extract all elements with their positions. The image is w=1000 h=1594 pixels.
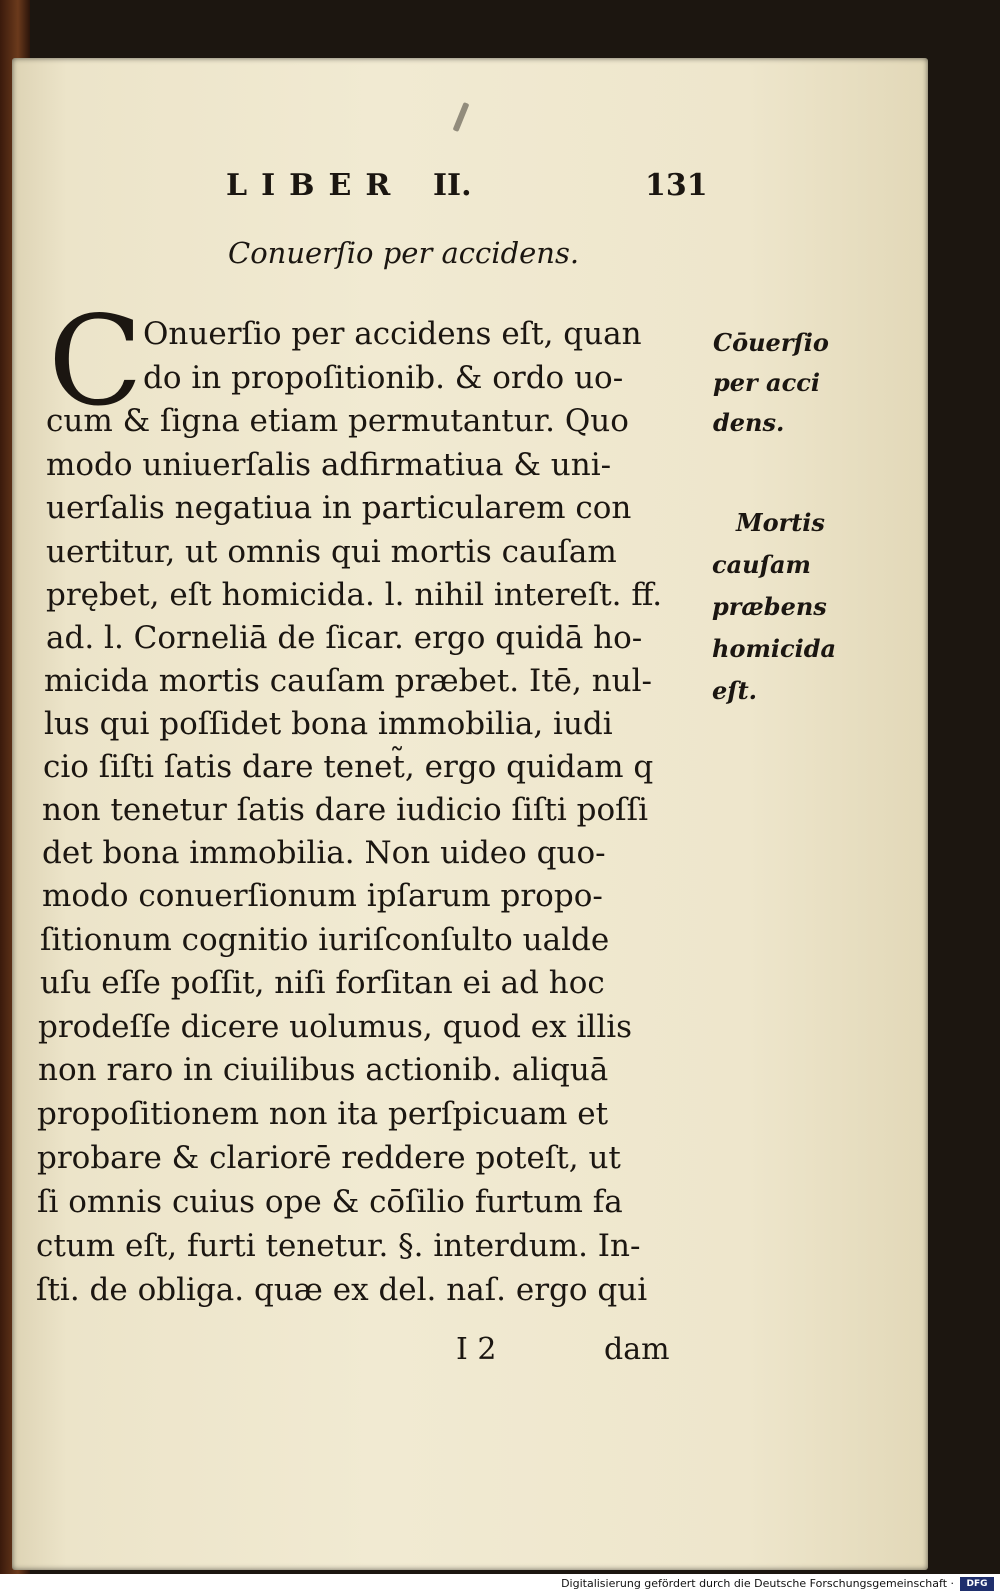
- text-line: prodeſſe dicere uolumus, quod ex illis: [38, 1009, 633, 1045]
- dfg-logo: DFG: [960, 1577, 994, 1591]
- text-line: Onuerſio per accidens eſt, quan: [143, 316, 642, 352]
- text-line: do in propoſitionib. & ordo uo-: [143, 360, 624, 396]
- text-line: uerſalis negatiua in particularem con: [46, 490, 632, 526]
- section-title: Conuerſio per accidens.: [228, 236, 580, 270]
- text-line: non tenetur ſatis dare iudicio ſiſti poſſi: [42, 792, 648, 828]
- marginal-line: eſt.: [712, 676, 758, 705]
- text-line: micida mortis cauſam præbet. Itē, nul-: [44, 663, 653, 699]
- text-line: modo conuerſionum ipſarum propo-: [42, 878, 603, 914]
- marginal-line: homicida: [712, 634, 837, 663]
- text-line: propoſitionem non ita perſpicuam et: [37, 1096, 609, 1132]
- marginal-note: [712, 508, 836, 706]
- text-line: ctum eſt, furti tenetur. §. interdum. In-: [36, 1228, 641, 1264]
- text-line: lus qui poſſidet bona immobilia, iudi: [44, 706, 613, 742]
- text-line: det bona immobilia. Non uideo quo-: [42, 835, 606, 871]
- book-number: II.: [433, 168, 472, 203]
- text-line: uſu eſſe poſſit, niſi forſitan ei ad hoc: [40, 965, 605, 1001]
- text-line: modo uniuerſalis adfirmatiua & uni-: [46, 447, 612, 483]
- text-line: cio ſiſti ſatis dare tenet̃, ergo quidam q: [43, 749, 654, 785]
- text-line: ſitionum cognitio iuriſconſulto ualde: [40, 922, 610, 958]
- text-line: ad. l. Corneliā de ſicar. ergo quidā ho-: [46, 620, 643, 656]
- marginal-line: præbens: [712, 592, 827, 621]
- catchword: dam: [604, 1332, 670, 1367]
- marginal-line: Cōuerſio: [713, 328, 829, 357]
- drop-cap: C: [48, 290, 143, 434]
- marginal-line: cauſam: [712, 550, 811, 579]
- marginal-line: dens.: [713, 408, 785, 437]
- text-line: cum & ſigna etiam permutantur. Quo: [46, 403, 629, 439]
- funding-note: Digitalisierung gefördert durch die Deutsche Forschungsgemeinschaft ·: [561, 1577, 954, 1590]
- text-line: uertitur, ut omnis qui mortis cauſam: [46, 534, 617, 570]
- text-line: prębet, eſt homicida. l. nihil intereſt. ff.: [46, 577, 663, 613]
- text-line: ſti. de obliga. quæ ex del. naſ. ergo qui: [36, 1272, 648, 1308]
- folio-number: 131: [645, 168, 708, 203]
- text-line: ſi omnis cuius ope & cōſilio furtum fa: [37, 1184, 623, 1220]
- text-line: non raro in ciuilibus actionib. aliquā: [38, 1052, 609, 1088]
- marginal-note: [713, 328, 829, 438]
- text-line: probare & clariorē reddere poteſt, ut: [37, 1140, 621, 1176]
- footer-bar: [0, 1574, 1000, 1594]
- running-title: LIBER: [226, 168, 405, 203]
- marginal-line: per acci: [713, 368, 820, 397]
- marginal-line: Mortis: [736, 508, 825, 537]
- signature-mark: I 2: [456, 1332, 497, 1367]
